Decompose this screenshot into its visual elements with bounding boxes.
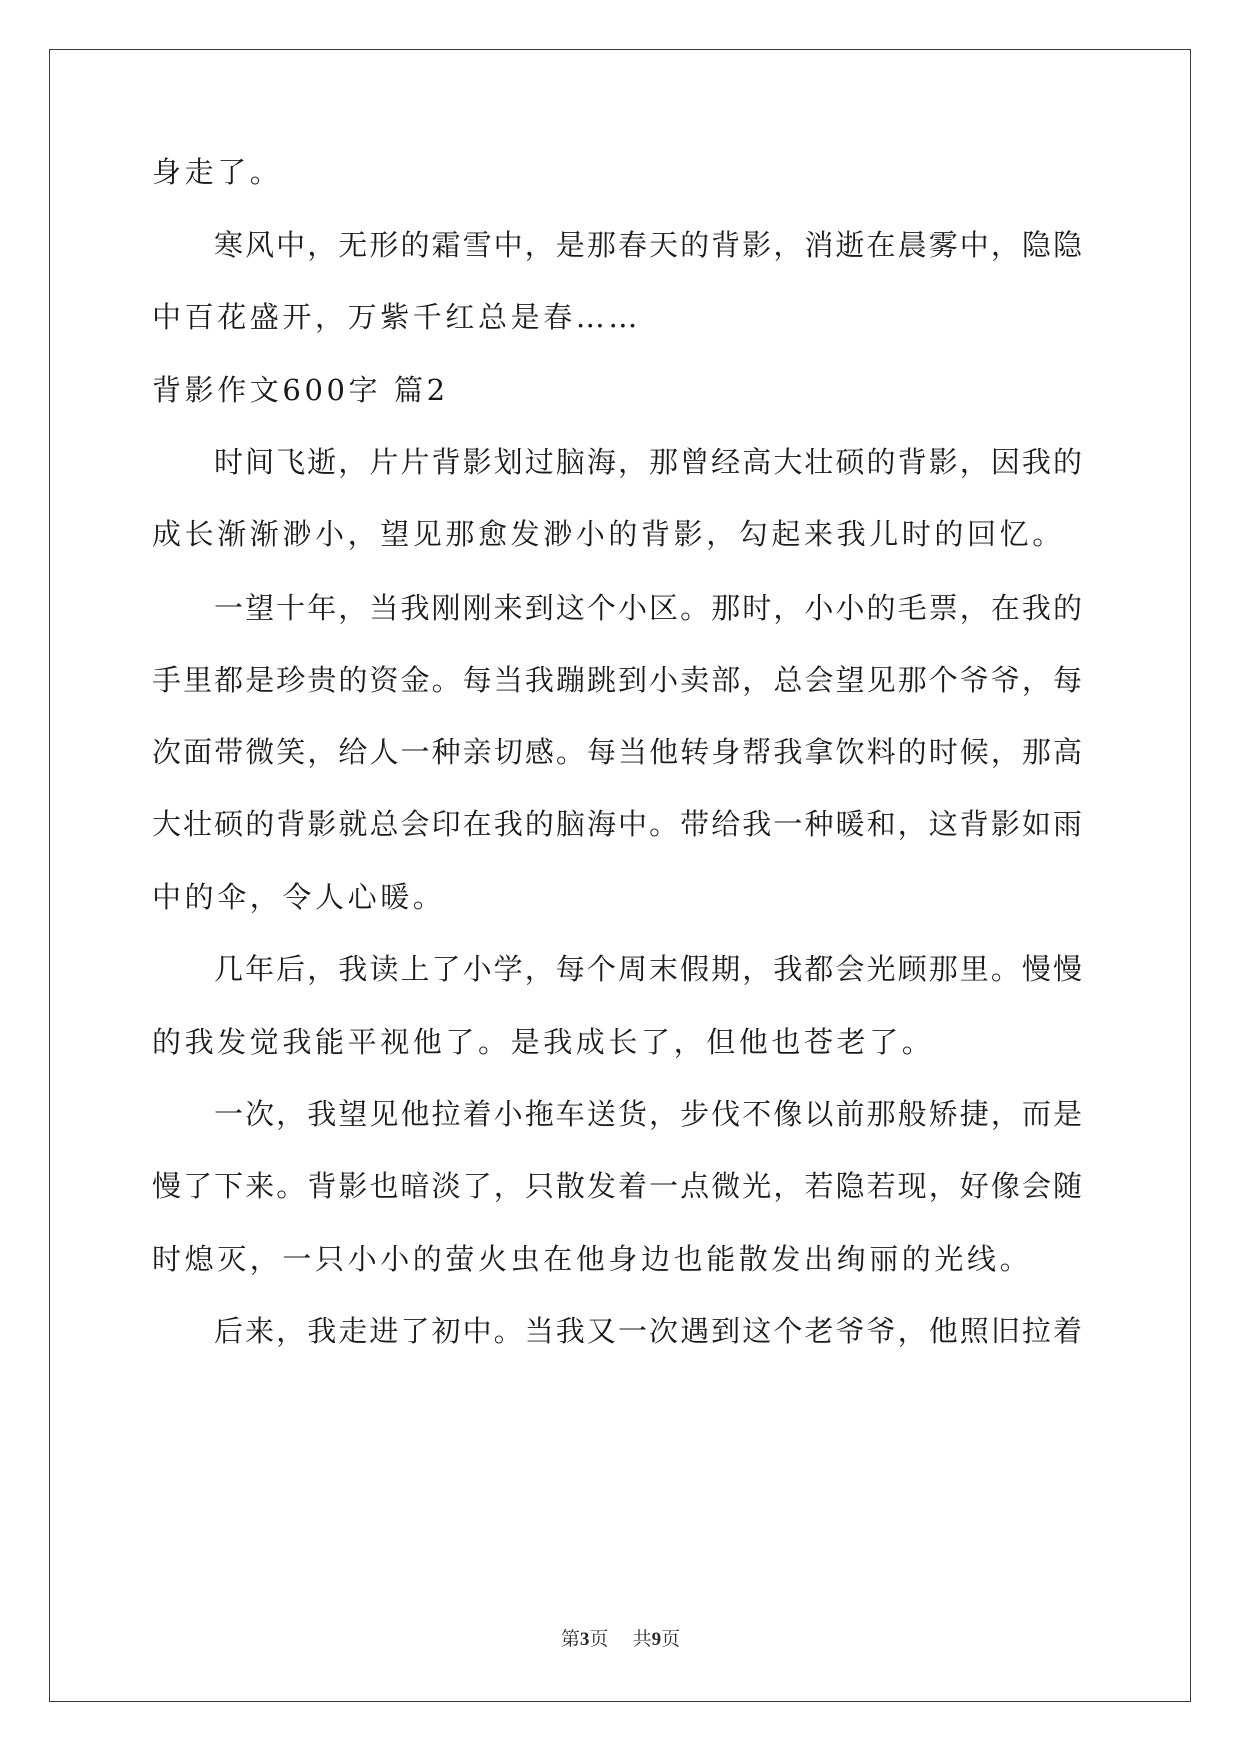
text-line: 大壮硕的背影就总会印在我的脑海中。带给我一种暖和，这背影如雨 <box>152 807 1082 841</box>
page-prefix: 第 <box>560 1628 580 1650</box>
text-line: 次面带微笑，给人一种亲切感。每当他转身帮我拿饮料的时候，那高 <box>152 735 1082 769</box>
total-suffix: 页 <box>661 1628 681 1650</box>
total-prefix: 共 <box>632 1628 652 1650</box>
paragraph-line: 一望十年，当我刚刚来到这个小区。那时，小小的毛票，在我的 <box>214 591 1082 625</box>
text-line: 手里都是珍贵的资金。每当我蹦跳到小卖部，总会望见那个爷爷，每 <box>152 663 1082 697</box>
text-line: 成长渐渐渺小，望见那愈发渺小的背影，勾起来我儿时的回忆。 <box>152 517 1065 551</box>
paragraph-line: 一次，我望见他拉着小拖车送货，步伐不像以前那般矫捷，而是 <box>214 1097 1082 1131</box>
text-line: 中百花盛开，万紫千红总是春…… <box>152 300 642 334</box>
paragraph-line: 时间飞逝，片片背影划过脑海，那曾经高大壮硕的背影，因我的 <box>214 445 1082 479</box>
text-line: 身走了。 <box>152 155 283 189</box>
text-line: 时熄灭，一只小小的萤火虫在他身边也能散发出绚丽的光线。 <box>152 1242 1033 1276</box>
page-total: 9 <box>651 1629 662 1650</box>
section-heading: 背影作文600字 篇2 <box>152 373 449 407</box>
text-line: 中的伞，令人心暖。 <box>152 880 446 914</box>
page-footer <box>0 1624 1241 1651</box>
text-line: 慢了下来。背影也暗淡了，只散发着一点微光，若隐若现，好像会随 <box>152 1169 1082 1203</box>
page-current: 3 <box>579 1629 590 1650</box>
text-line: 的我发觉我能平视他了。是我成长了，但他也苍老了。 <box>152 1025 935 1059</box>
paragraph-line: 寒风中，无形的霜雪中，是那春天的背影，消逝在晨雾中，隐隐 <box>214 228 1082 262</box>
paragraph-line: 几年后，我读上了小学，每个周末假期，我都会光顾那里。慢慢 <box>214 952 1082 986</box>
paragraph-line: 后来，我走进了初中。当我又一次遇到这个老爷爷，他照旧拉着 <box>214 1314 1082 1348</box>
page-border <box>49 49 1191 1702</box>
page-suffix: 页 <box>589 1628 609 1650</box>
